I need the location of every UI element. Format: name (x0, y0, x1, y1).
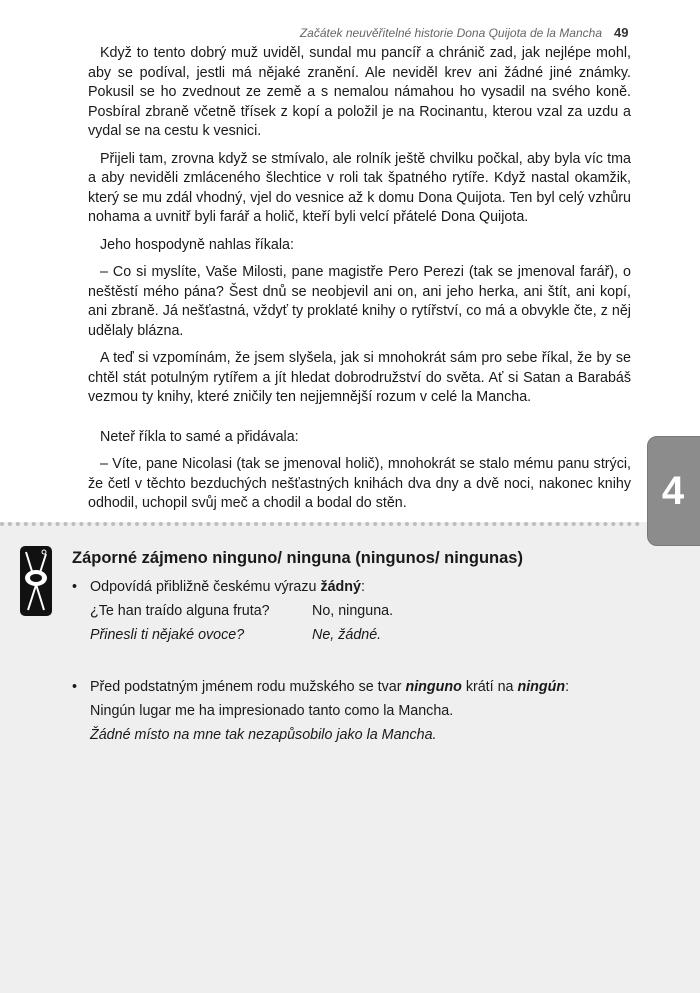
punct: : (565, 678, 570, 695)
example-cz: Žádné místo na mne tak nezapůsobilo jako la Mancha. (90, 726, 437, 743)
paragraph: – Co si myslíte, Vaše Milosti, pane magistře Pero Perezi (tak se jmenoval farář), o neštěstí mého pána? Šest dnů se neobjevil ani on, ani jeho herka, ani štít, ani kopí, ani zbraně. Já nešťastná, vždyť ty proklaté knihy o rytířství, co má a obvykle čte, z něj udělaly blázna. (88, 264, 631, 339)
grammar-title: Záporné zájmeno ninguno/ ninguna (ningunos/ ningunas) (72, 548, 523, 567)
paragraph: Přijeli tam, zrovna když se stmívalo, ale rolník ještě chvilku počkal, aby byla víc tma a aby neviděli zmláceného šlechtice v roli tak špatného rytíře. Když nastal okamžik, který se mu zdál vhodný, vjel do vesnice až k domu Dona Quijota. Ten byl celý vzhůru nohama a uvnitř byli farář a holič, kteří byli velcí přátelé Dona Quijota. (88, 150, 631, 225)
example-cz: Přinesli ti nějaké ovoce? (90, 626, 245, 643)
bullet-item (72, 675, 680, 699)
example-row (90, 623, 680, 647)
paragraph: – Víte, pane Nicolasi (tak se jmenoval holič), mnohokrát se stalo mému panu strýci, že četl v těchto bezduchých nešťastných knihách dva dny a dvě noci, nakonec knihy odhodil, uchopil svůj meč a chodil a bodal do stěn. (88, 456, 631, 511)
bullet-text: Před podstatným jménem rodu mužského se tvar (90, 678, 406, 695)
grammar-content (72, 547, 680, 747)
paragraph: Jeho hospodyně nahlas říkala: (100, 236, 294, 253)
bullet-icon: • (72, 578, 78, 595)
bold-term: ningún (517, 678, 566, 695)
bullet-text: krátí na (461, 678, 518, 695)
dotted-divider (0, 522, 640, 526)
bullet-text: Odpovídá přibližně českému výrazu (90, 578, 321, 595)
example-cz-answer: Ne, žádné. (312, 626, 382, 643)
spacer (72, 647, 680, 675)
example-es: ¿Te han traído alguna fruta? (90, 602, 270, 619)
body-text (0, 36, 700, 522)
bold-term: ninguno (405, 678, 462, 695)
running-title: Začátek neuvěřitelné historie Dona Quijota de la Mancha (299, 26, 602, 40)
bullet-icon: • (72, 678, 78, 695)
paragraph: Neteř říkla to samé a přidávala: (100, 428, 299, 445)
bullet-item (72, 575, 680, 599)
example-es-answer: No, ninguna. (312, 602, 394, 619)
knight-shield-icon (20, 546, 52, 616)
grammar-box (0, 522, 700, 993)
page-header (0, 0, 700, 40)
paragraph: Když to tento dobrý muž uviděl, sundal mu pancíř a chránič zad, jak nejlépe mohl, aby se podíval, jestli má nějaké zranění. Ale neviděl krev ani žádné jiné známky. Pokusil se ho zvednout ze země a s nemalou námahou ho vysadil na svého koně. Posbíral zbraně včetně třísek z kopí a položil je na Rocinantu, kterou vzal za uzdu a vydal se na cestu k vesnici. (88, 45, 631, 139)
paragraph: A teď si vzpomínám, že jsem slyšela, jak si mnohokrát sám pro sebe říkal, že by se chtěl stát potulným rytířem a jít hledat dobrodružství do světa. Ať si Satan a Barabáš vezmou ty knihy, které zničily ten nejjemnější rozum v celé la Mancha. (88, 350, 631, 405)
bold-term: žádný (320, 578, 361, 595)
example-row (90, 599, 680, 623)
chapter-tab: 4 (647, 436, 700, 546)
punct: : (360, 578, 365, 595)
page-number: 49 (614, 25, 629, 40)
example-es: Ningún lugar me ha impresionado tanto como la Mancha. (90, 702, 454, 719)
